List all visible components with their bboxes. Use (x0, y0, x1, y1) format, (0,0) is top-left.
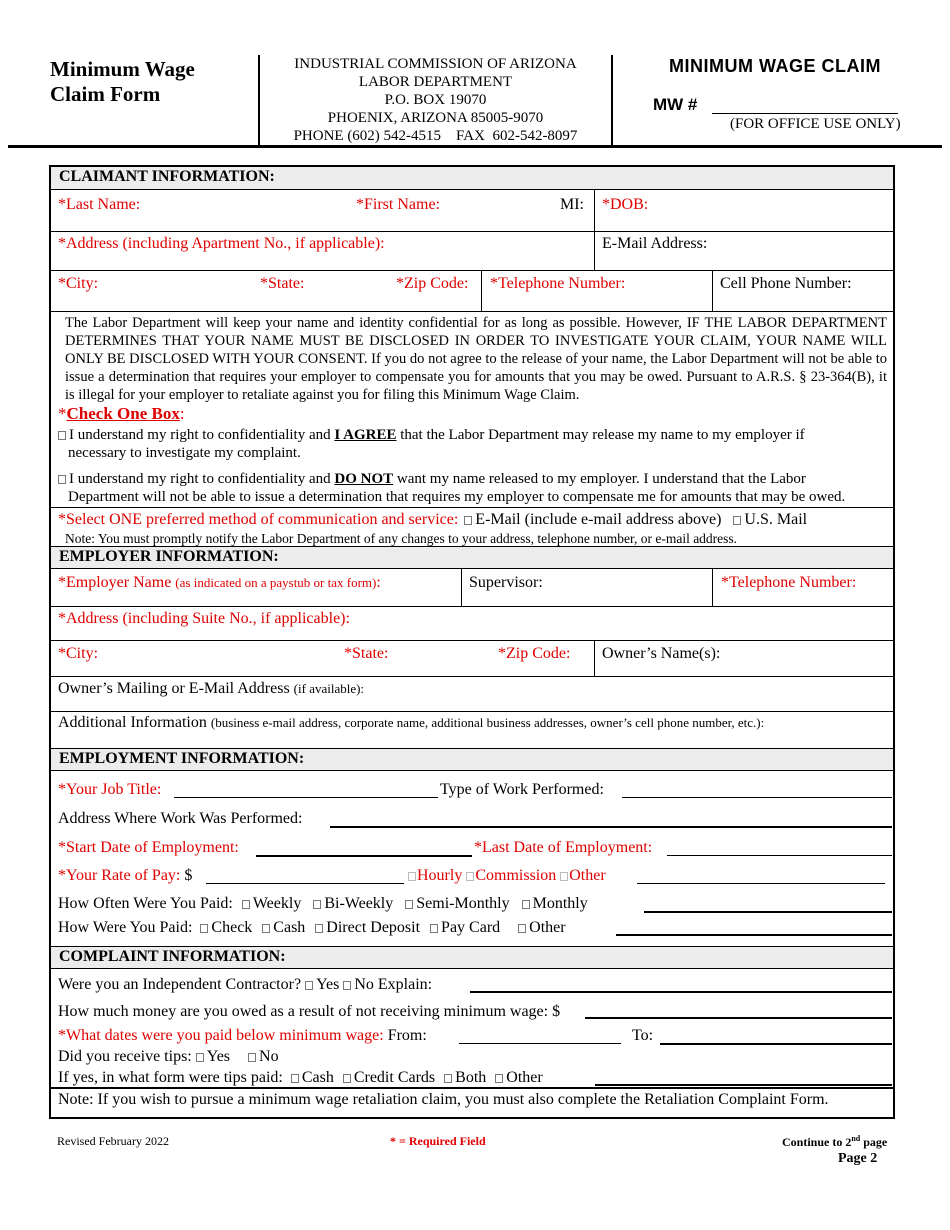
biweekly-option: Bi-Weekly (324, 895, 394, 912)
required-star: * (58, 404, 67, 423)
office-use-note: (FOR OFFICE USE ONLY) (730, 116, 901, 132)
owner-mailing-label (58, 680, 364, 698)
job-title-label: *Your Job Title: (58, 781, 162, 798)
row-divider (51, 711, 893, 712)
consent-option-decline-cont: Department will not be able to issue a determination that requires my employer to compensate me for amounts that may be owed. (68, 489, 846, 505)
continue-note (782, 1134, 887, 1150)
consent-option-decline[interactable] (58, 470, 806, 488)
both-option: Both (455, 1069, 487, 1086)
employment-section-heading: EMPLOYMENT INFORMATION: (51, 748, 893, 771)
colon: : (376, 574, 381, 591)
consent-option-agree-cont: necessary to investigate my complaint. (68, 445, 301, 461)
communication-method-row (58, 511, 807, 529)
label-note: (as indicated on a paystub or tax form) (175, 575, 377, 590)
no-option: No (354, 976, 374, 993)
tips-both-checkbox[interactable] (444, 1074, 452, 1083)
continue-sup: nd (851, 1134, 861, 1143)
dollar-sign: $ (184, 867, 193, 884)
claimant-section-heading: CLAIMANT INFORMATION: (51, 167, 893, 190)
option-text: I understand my right to confidentiality and (69, 427, 335, 443)
communication-label: *Select ONE preferred method of communication and service: (58, 511, 459, 528)
owed-field[interactable] (585, 1017, 892, 1019)
hourly-option: Hourly (417, 867, 463, 884)
from-field[interactable] (459, 1043, 621, 1044)
rate-label: *Your Rate of Pay: (58, 867, 181, 884)
form-title-line1: Minimum Wage (50, 57, 195, 81)
option-text: that the Labor Department may release my name to my employer if (396, 427, 805, 443)
agency-line: LABOR DEPARTMENT (358, 74, 513, 90)
employer-address-label: *Address (including Suite No., if applicable): (58, 610, 350, 627)
start-date-label: *Start Date of Employment: (58, 839, 239, 856)
header-rule (8, 145, 942, 148)
pay-frequency-field[interactable] (644, 911, 892, 913)
continue-text: Continue to 2 (782, 1135, 852, 1149)
dates-label: *What dates were you paid below minimum wage: (58, 1027, 384, 1044)
employer-section-heading: EMPLOYER INFORMATION: (51, 546, 893, 569)
continue-text: page (860, 1135, 888, 1149)
check-one-text: Check One Box (66, 404, 180, 423)
semimonthly-checkbox[interactable] (405, 900, 413, 909)
check-checkbox[interactable] (200, 924, 208, 933)
direct-deposit-option: Direct Deposit (326, 919, 421, 936)
form-title-line2: Claim Form (50, 82, 161, 106)
pay-frequency-row (58, 895, 588, 913)
other-option: Other (506, 1069, 543, 1086)
cash-option: Cash (273, 919, 306, 936)
cell-divider (594, 640, 595, 676)
revision-date: Revised February 2022 (57, 1134, 169, 1148)
dates-row (58, 1027, 427, 1045)
pay-type-other-field[interactable] (637, 883, 885, 884)
tips-form-row (58, 1069, 543, 1087)
owner-name-label: Owner’s Name(s): (602, 645, 721, 662)
email-checkbox[interactable] (464, 516, 472, 525)
pay-method-label: How Were You Paid: (58, 919, 193, 936)
label-note: (business e-mail address, corporate name, additional business addresses, owner’s cell phone number, etc.): (210, 715, 765, 730)
weekly-checkbox[interactable] (242, 900, 250, 909)
address-label: *Address (including Apartment No., if applicable): (58, 235, 385, 252)
state-label: *State: (260, 275, 305, 292)
pay-type-options (408, 867, 606, 885)
pay-card-option: Pay Card (441, 919, 501, 936)
job-title-field[interactable] (174, 797, 438, 798)
cell-divider (712, 569, 713, 607)
contractor-yes-checkbox[interactable] (305, 981, 313, 990)
mail-option: U.S. Mail (744, 511, 808, 528)
last-date-field[interactable] (667, 855, 892, 856)
other-option: Other (569, 867, 606, 884)
no-option: No (259, 1048, 279, 1065)
rate-field[interactable] (206, 883, 404, 884)
tips-other-field[interactable] (595, 1084, 892, 1086)
colon: : (179, 404, 185, 423)
cell-phone-label: Cell Phone Number: (720, 275, 852, 292)
work-type-label: Type of Work Performed: (440, 781, 604, 798)
employer-name-label (58, 574, 381, 592)
monthly-option: Monthly (532, 895, 588, 912)
tips-label: Did you receive tips: (58, 1048, 192, 1065)
option-text: want my name released to my employer. I understand that the Labor (393, 471, 806, 487)
agency-line: P.O. BOX 19070 (384, 92, 487, 108)
first-name-label: *First Name: (356, 196, 440, 213)
header-divider (258, 55, 260, 145)
to-field[interactable] (660, 1043, 892, 1045)
explain-label: Explain: (377, 976, 433, 993)
start-date-field[interactable] (256, 855, 472, 857)
pay-card-checkbox[interactable] (430, 924, 438, 933)
commission-checkbox[interactable] (466, 872, 474, 881)
mail-checkbox[interactable] (733, 516, 741, 525)
direct-deposit-checkbox[interactable] (315, 924, 323, 933)
email-label: E-Mail Address: (602, 235, 708, 252)
label-text: Owner’s Mailing or E-Mail Address (58, 680, 294, 697)
tips-yes-checkbox[interactable] (196, 1053, 204, 1062)
telephone-label: *Telephone Number: (490, 275, 626, 292)
biweekly-checkbox[interactable] (313, 900, 321, 909)
employer-telephone-label: *Telephone Number: (721, 574, 857, 591)
label-note: (if available): (293, 681, 365, 696)
row-divider (51, 311, 893, 312)
check-one-heading (58, 405, 185, 423)
label-text: *Employer Name (58, 574, 176, 591)
option-emphasis: I AGREE (334, 427, 397, 443)
agency-line: PHONE (602) 542-4515 FAX 602-542-8097 (293, 128, 578, 144)
explain-field[interactable] (470, 991, 892, 993)
complaint-section-heading: COMPLAINT INFORMATION: (51, 946, 893, 969)
to-label: To: (632, 1027, 654, 1044)
tips-credit-checkbox[interactable] (343, 1074, 351, 1083)
label-text: Additional Information (58, 714, 211, 731)
cell-divider (481, 270, 482, 311)
cell-divider (712, 270, 713, 311)
credit-cards-option: Credit Cards (353, 1069, 436, 1086)
last-date-label: *Last Date of Employment: (474, 839, 653, 856)
owed-label: How much money are you owed as a result of not receiving minimum wage: $ (58, 1003, 561, 1020)
page-number: Page 2 (838, 1151, 878, 1166)
agency-line: PHOENIX, ARIZONA 85005-9070 (327, 110, 544, 126)
mw-number-label: MW # (653, 95, 698, 114)
yes-option: Yes (206, 1048, 231, 1065)
tips-form-label: If yes, in what form were tips paid: (58, 1069, 283, 1086)
row-divider (51, 640, 893, 641)
hourly-checkbox[interactable] (408, 872, 416, 881)
cell-divider (461, 569, 462, 607)
consent-option-agree[interactable] (58, 426, 805, 444)
row-divider (51, 606, 893, 607)
employer-state-label: *State: (344, 645, 389, 662)
cash-option: Cash (301, 1069, 334, 1086)
other-checkbox[interactable] (560, 872, 568, 881)
monthly-checkbox[interactable] (522, 900, 530, 909)
row-divider (51, 231, 893, 232)
contractor-row (58, 976, 432, 994)
mw-number-field[interactable] (712, 113, 898, 114)
mi-label: MI: (560, 196, 584, 213)
email-option: E-Mail (include e-mail address above) (475, 511, 722, 528)
row-divider (51, 676, 893, 677)
supervisor-label: Supervisor: (469, 574, 543, 591)
tips-other-checkbox[interactable] (495, 1074, 503, 1083)
agency-address-block (262, 55, 609, 145)
cash-checkbox[interactable] (262, 924, 270, 933)
zip-label: *Zip Code: (396, 275, 469, 292)
contractor-label: Were you an Independent Contractor? (58, 976, 302, 993)
required-field-legend: * = Required Field (390, 1134, 486, 1148)
claim-title: MINIMUM WAGE CLAIM (669, 56, 881, 76)
last-name-label: *Last Name: (58, 196, 141, 213)
contractor-no-checkbox[interactable] (343, 981, 351, 990)
semimonthly-option: Semi-Monthly (416, 895, 510, 912)
check-option: Check (211, 919, 253, 936)
other-method-checkbox[interactable] (518, 924, 526, 933)
work-address-label: Address Where Work Was Performed: (58, 810, 303, 827)
weekly-option: Weekly (252, 895, 302, 912)
agency-line: INDUSTRIAL COMMISSION OF ARIZONA (294, 56, 577, 72)
retaliation-note: Note: If you wish to pursue a minimum wage retaliation claim, you must also complete the Retaliation Complaint Form. (58, 1091, 829, 1108)
pay-method-other-field[interactable] (616, 934, 892, 936)
tips-no-checkbox[interactable] (248, 1053, 256, 1062)
yes-option: Yes (316, 976, 340, 993)
from-label: From: (387, 1027, 427, 1044)
pay-method-row (58, 919, 566, 937)
option-emphasis: DO NOT (334, 471, 394, 487)
row-divider (51, 507, 893, 508)
employer-zip-label: *Zip Code: (498, 645, 571, 662)
other-method-option: Other (529, 919, 566, 936)
employer-city-label: *City: (58, 645, 99, 662)
tips-cash-checkbox[interactable] (291, 1074, 299, 1083)
work-address-field[interactable] (330, 826, 892, 828)
work-type-field[interactable] (622, 797, 892, 798)
checkbox[interactable] (58, 431, 66, 440)
commission-option: Commission (475, 867, 557, 884)
city-label: *City: (58, 275, 99, 292)
header-divider (611, 55, 613, 145)
pay-frequency-label: How Often Were You Paid: (58, 895, 233, 912)
option-text: I understand my right to confidentiality and (69, 471, 335, 487)
additional-info-label (58, 714, 764, 732)
checkbox[interactable] (58, 475, 66, 484)
tips-row (58, 1048, 279, 1066)
dob-label: *DOB: (602, 196, 649, 213)
form-title (50, 57, 250, 107)
confidentiality-notice: The Labor Department will keep your name and identity confidential for as long as possible. However, IF THE LABOR DEPARTMENT DETERMINES THAT YOUR NAME MUST BE DISCLOSED IN ORDER TO INVESTIGATE YOUR CLAIM, YOUR NAME WILL ONLY BE DISCLOSED WITH YOUR CONSENT. If you do not agree to the release of your name, the Labor Department will not be able to issue a determination that requires your employer to compensate you for amounts that you may be owed. Pursuant to A.R.S. § 23-364(B), it is illegal for your employer to retaliate against you for filing this Minimum Wage Claim. (65, 315, 887, 403)
communication-note: Note: You must promptly notify the Labor Department of any changes to your address, telephone number, or e-mail address. (65, 531, 738, 546)
rate-of-pay-row (58, 867, 192, 885)
row-divider (51, 270, 893, 271)
row-divider (51, 1087, 893, 1089)
